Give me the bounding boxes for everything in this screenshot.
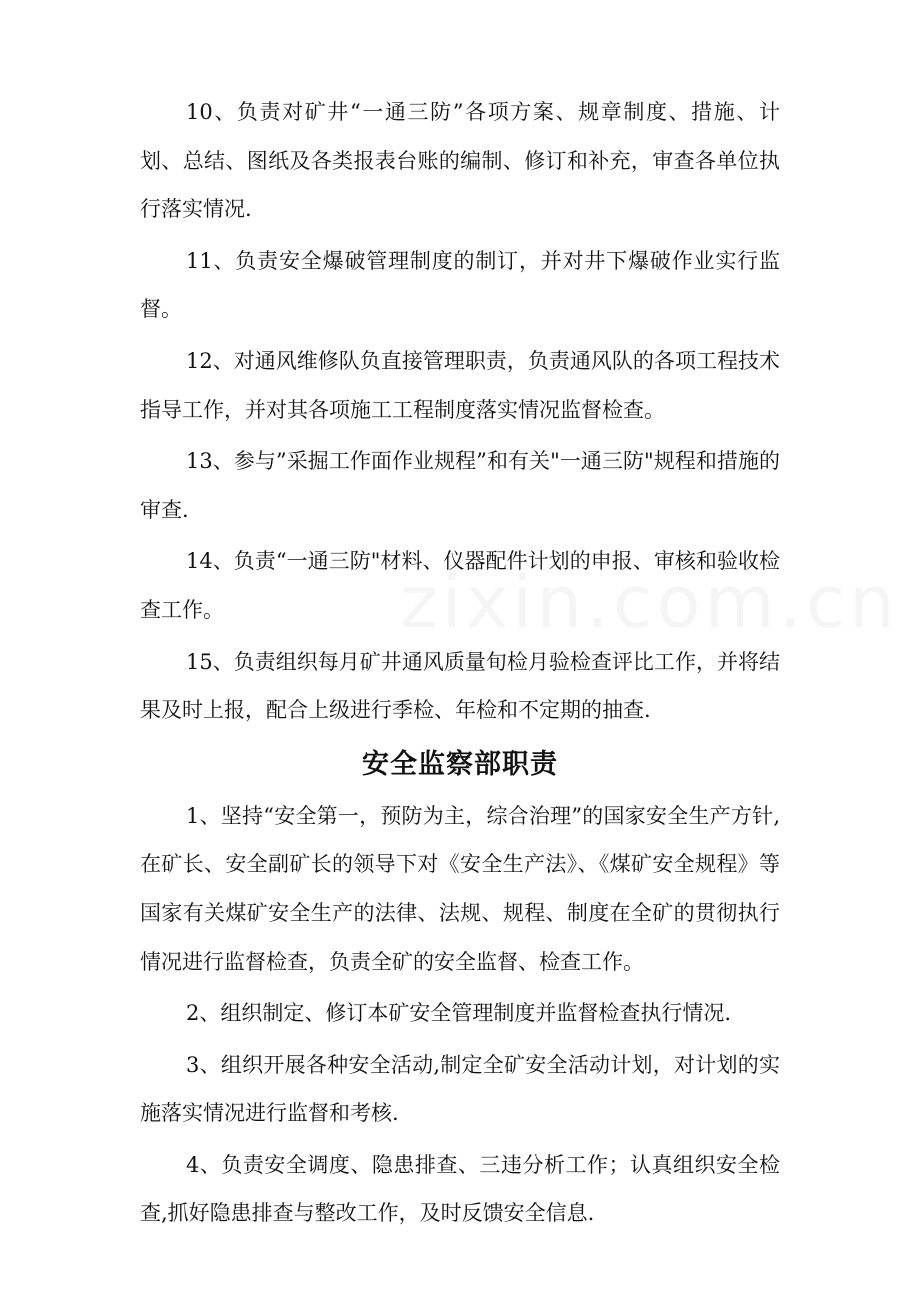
safety-duty-paragraph-4: 4、负责安全调度、隐患排查、三违分析工作；认真组织安全检查,抓好隐患排查与整改工作，及时反馈安全信息. [140, 1152, 780, 1226]
safety-duty-paragraph-3: 3、组织开展各种安全活动,制定全矿安全活动计划，对计划的实施落实情况进行监督和考核. [140, 1052, 780, 1126]
safety-duty-paragraph-1: 1、坚持“安全第一，预防为主，综合治理”的国家安全生产方针,在矿长、安全副矿长的领导下对《安全生产法》、《煤矿安全规程》等国家有关煤矿安全生产的法律、法规、规程、制度在全矿的贯彻执行情况进行监督检查，负责全矿的安全监督、检查工作。 [140, 803, 780, 974]
duty-paragraph-15: 15、负责组织每月矿井通风质量旬检月验检查评比工作，并将结果及时上报，配合上级进行季检、年检和不定期的抽查. [140, 649, 780, 723]
document-body [140, 88, 780, 1241]
section-title: 安全监察部职责 [362, 748, 558, 780]
duty-paragraph-14: 14、负责“一通三防"材料、仪器配件计划的申报、审核和验收检查工作。 [140, 549, 780, 622]
duty-paragraph-13: 13、参与”采掘工作面作业规程”和有关"一通三防"规程和措施的审查. [140, 449, 780, 522]
duty-paragraph-10: 10、负责对矿井“一通三防”各项方案、规章制度、措施、计划、总结、图纸及各类报表台账的编制、修订和补充，审查各单位执行落实情况. [140, 100, 780, 222]
duty-paragraph-11: 11、负责安全爆破管理制度的制订，并对井下爆破作业实行监督。 [140, 248, 780, 322]
duty-paragraph-12: 12、对通风维修队负直接管理职责，负责通风队的各项工程技术指导工作，并对其各项施工工程制度落实情况监督检查。 [140, 348, 780, 422]
safety-duty-paragraph-2: 2、组织制定、修订本矿安全管理制度并监督检查执行情况. [186, 1001, 732, 1026]
